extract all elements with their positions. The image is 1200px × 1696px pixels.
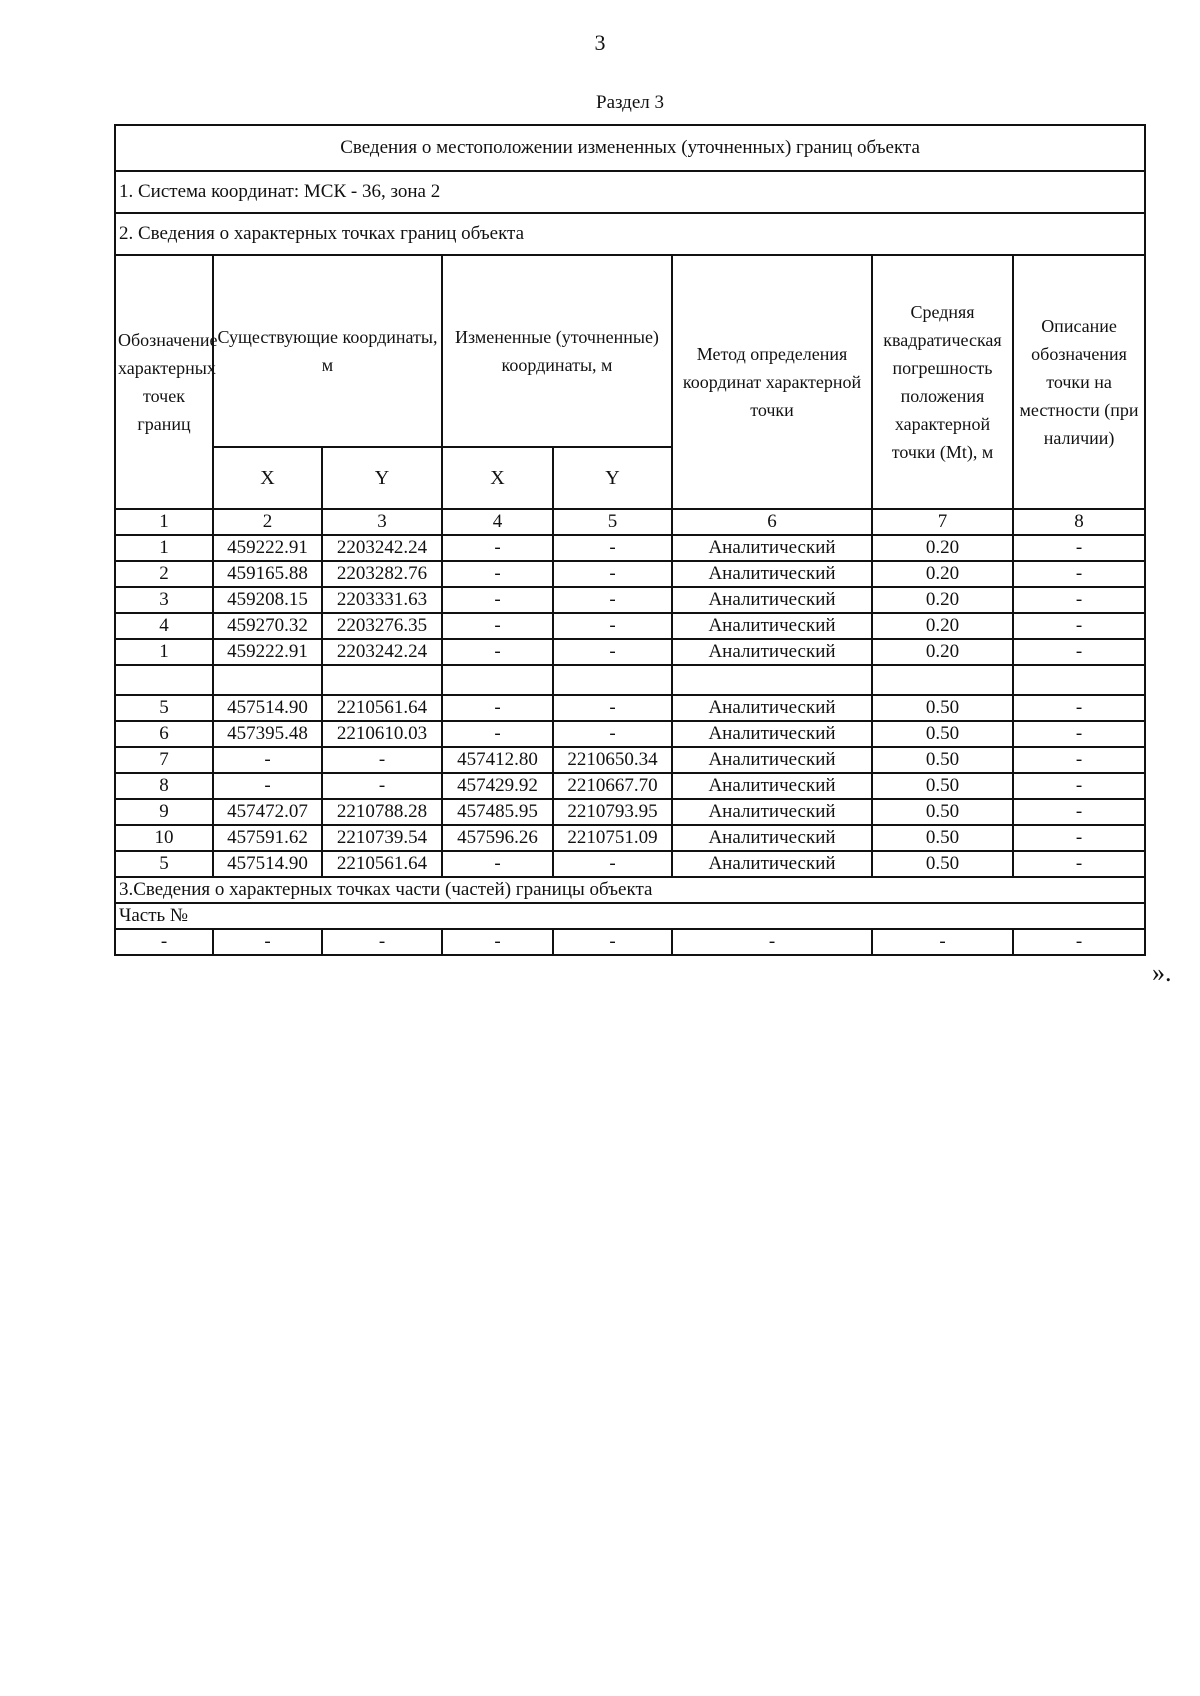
- table-cell: -: [553, 851, 672, 877]
- table-row: [115, 613, 1145, 639]
- table-cell: 9: [115, 799, 213, 825]
- table-cell: 2210793.95: [553, 799, 672, 825]
- table-cell: 459222.91: [213, 535, 322, 561]
- table-cell: 8: [115, 773, 213, 799]
- table-cell: -: [1013, 613, 1145, 639]
- table-cell: -: [442, 535, 553, 561]
- table-row: [115, 825, 1145, 851]
- table-cell: Аналитический: [672, 695, 872, 721]
- table-cell: 0.20: [872, 535, 1013, 561]
- table-cell: 2203282.76: [322, 561, 442, 587]
- table-cell: 6: [115, 721, 213, 747]
- parts-cell: -: [115, 929, 213, 955]
- table-row: [115, 773, 1145, 799]
- table-cell: -: [1013, 799, 1145, 825]
- parts-cell: -: [1013, 929, 1145, 955]
- parts-cell: -: [442, 929, 553, 955]
- table-cell: 457472.07: [213, 799, 322, 825]
- table-cell: Аналитический: [672, 851, 872, 877]
- table-cell: -: [1013, 773, 1145, 799]
- table-cell: [672, 665, 872, 695]
- table-cell: -: [442, 613, 553, 639]
- table-cell: -: [1013, 587, 1145, 613]
- table-cell: Аналитический: [672, 721, 872, 747]
- table-row: [115, 587, 1145, 613]
- column-number: 3: [322, 509, 442, 535]
- table-cell: 457596.26: [442, 825, 553, 851]
- table-cell: [322, 665, 442, 695]
- header-error: Средняя квадратическая погрешность положения характерной точки (Mt), м: [872, 255, 1013, 509]
- table-cell: Аналитический: [672, 613, 872, 639]
- closing-quote: ».: [1152, 958, 1172, 987]
- table-cell: 459165.88: [213, 561, 322, 587]
- table-cell: 2203276.35: [322, 613, 442, 639]
- table-row-separator: [115, 665, 1145, 695]
- table-cell: Аналитический: [672, 561, 872, 587]
- table-cell: 3: [115, 587, 213, 613]
- table-cell: 0.50: [872, 721, 1013, 747]
- table-cell: -: [1013, 721, 1145, 747]
- table-cell: 5: [115, 695, 213, 721]
- table-cell: -: [1013, 561, 1145, 587]
- table-cell: 0.50: [872, 851, 1013, 877]
- table-cell: 2210610.03: [322, 721, 442, 747]
- table-cell: 2210561.64: [322, 695, 442, 721]
- table-cell: Аналитический: [672, 799, 872, 825]
- column-number-row: [115, 509, 1145, 535]
- column-number: 6: [672, 509, 872, 535]
- table-cell: -: [1013, 639, 1145, 665]
- parts-cell: -: [553, 929, 672, 955]
- page-number: 3: [594, 30, 606, 55]
- table-cell: -: [322, 747, 442, 773]
- table-cell: -: [442, 851, 553, 877]
- table-cell: Аналитический: [672, 825, 872, 851]
- table-cell: -: [213, 747, 322, 773]
- table-cell: 2203242.24: [322, 639, 442, 665]
- table-cell: -: [553, 535, 672, 561]
- parts-cell: -: [322, 929, 442, 955]
- table-cell: -: [442, 639, 553, 665]
- table-cell: -: [1013, 851, 1145, 877]
- table-cell: 2203242.24: [322, 535, 442, 561]
- table-cell: -: [1013, 747, 1145, 773]
- table-cell: 0.50: [872, 799, 1013, 825]
- table-cell: [1013, 665, 1145, 695]
- table-cell: 459270.32: [213, 613, 322, 639]
- table-cell: 457485.95: [442, 799, 553, 825]
- section-title: Раздел 3: [596, 92, 664, 113]
- table-cell: Аналитический: [672, 747, 872, 773]
- header-changed-coords: Измененные (уточненные) координаты, м: [442, 255, 672, 447]
- table-cell: 2: [115, 561, 213, 587]
- column-number: 4: [442, 509, 553, 535]
- table-cell: -: [553, 639, 672, 665]
- table-cell: -: [553, 721, 672, 747]
- table-row: [115, 721, 1145, 747]
- table-row: [115, 561, 1145, 587]
- part-label: Часть №: [115, 903, 1145, 929]
- table-cell: -: [553, 561, 672, 587]
- table-row: [115, 747, 1145, 773]
- table-cell: 457514.90: [213, 851, 322, 877]
- table-cell: 0.50: [872, 825, 1013, 851]
- column-number: 1: [115, 509, 213, 535]
- table-row: [115, 851, 1145, 877]
- table-cell: 459222.91: [213, 639, 322, 665]
- table-cell: Аналитический: [672, 773, 872, 799]
- table-cell: -: [442, 587, 553, 613]
- table-cell: [553, 665, 672, 695]
- table-cell: 0.50: [872, 695, 1013, 721]
- table-cell: 0.20: [872, 613, 1013, 639]
- table-row: [115, 639, 1145, 665]
- table-cell: 0.20: [872, 587, 1013, 613]
- table-cell: -: [442, 561, 553, 587]
- table-cell: 459208.15: [213, 587, 322, 613]
- header-designation: Обозначение характерных точек границ: [115, 255, 213, 509]
- table-cell: 1: [115, 535, 213, 561]
- column-number: 5: [553, 509, 672, 535]
- table-cell: -: [553, 613, 672, 639]
- table-cell: 0.50: [872, 747, 1013, 773]
- table-cell: Аналитический: [672, 639, 872, 665]
- points-heading: 2. Сведения о характерных точках границ объекта: [115, 213, 1145, 255]
- table-cell: 5: [115, 851, 213, 877]
- table-cell: 457395.48: [213, 721, 322, 747]
- parts-cell: -: [672, 929, 872, 955]
- column-number: 8: [1013, 509, 1145, 535]
- table-cell: 10: [115, 825, 213, 851]
- table-cell: -: [442, 695, 553, 721]
- table-row: [115, 799, 1145, 825]
- coordinate-system: 1. Система координат: МСК - 36, зона 2: [115, 171, 1145, 213]
- table-cell: -: [322, 773, 442, 799]
- table-cell: 0.20: [872, 561, 1013, 587]
- table-cell: -: [553, 587, 672, 613]
- table-cell: 0.20: [872, 639, 1013, 665]
- table-row: [115, 535, 1145, 561]
- table-cell: -: [213, 773, 322, 799]
- table-cell: Аналитический: [672, 535, 872, 561]
- parts-cell: -: [872, 929, 1013, 955]
- header-method: Метод определения координат характерной точки: [672, 255, 872, 509]
- parts-cell: -: [213, 929, 322, 955]
- table-cell: -: [1013, 695, 1145, 721]
- table-cell: -: [1013, 535, 1145, 561]
- table-cell: [213, 665, 322, 695]
- table-cell: 457429.92: [442, 773, 553, 799]
- table-cell: 7: [115, 747, 213, 773]
- table-cell: [442, 665, 553, 695]
- header-existing-coords: Существующие координаты, м: [213, 255, 442, 447]
- header-existing-x: X: [213, 447, 322, 509]
- boundary-table: [114, 124, 1146, 956]
- table-cell: 2210650.34: [553, 747, 672, 773]
- table-cell: 457412.80: [442, 747, 553, 773]
- table-cell: 2210751.09: [553, 825, 672, 851]
- table-cell: -: [1013, 825, 1145, 851]
- table-cell: 4: [115, 613, 213, 639]
- header-existing-y: Y: [322, 447, 442, 509]
- table-cell: 1: [115, 639, 213, 665]
- table-cell: 0.50: [872, 773, 1013, 799]
- table-cell: 457514.90: [213, 695, 322, 721]
- table-cell: 2210561.64: [322, 851, 442, 877]
- table-cell: -: [442, 721, 553, 747]
- table-cell: 2210667.70: [553, 773, 672, 799]
- table-cell: [115, 665, 213, 695]
- table-cell: -: [553, 695, 672, 721]
- table-cell: 457591.62: [213, 825, 322, 851]
- table-cell: [872, 665, 1013, 695]
- table-cell: 2203331.63: [322, 587, 442, 613]
- table-cell: Аналитический: [672, 587, 872, 613]
- header-description: Описание обозначения точки на местности (при наличии): [1013, 255, 1145, 509]
- table-title: Сведения о местоположении измененных (уточненных) границ объекта: [115, 125, 1145, 171]
- header-changed-y: Y: [553, 447, 672, 509]
- table-cell: 2210739.54: [322, 825, 442, 851]
- table-cell: 2210788.28: [322, 799, 442, 825]
- table-row: [115, 695, 1145, 721]
- header-changed-x: X: [442, 447, 553, 509]
- column-number: 2: [213, 509, 322, 535]
- parts-heading: 3.Сведения о характерных точках части (частей) границы объекта: [115, 877, 1145, 903]
- column-number: 7: [872, 509, 1013, 535]
- parts-row: [115, 929, 1145, 955]
